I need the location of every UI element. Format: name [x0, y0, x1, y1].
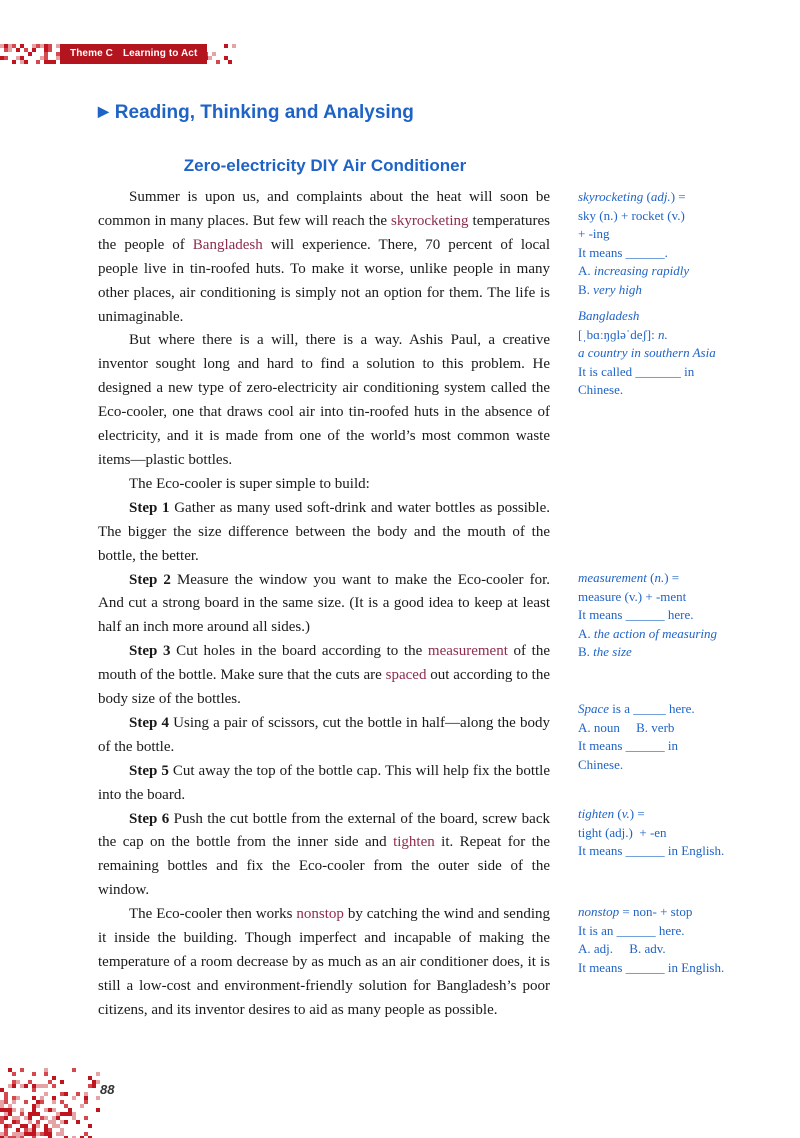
unit-name: Learning to Act — [122, 48, 198, 59]
highlight-bangladesh: Bangladesh — [192, 236, 263, 253]
text-run: of the mouth of the bottle. Make sure that the cuts are — [98, 643, 550, 684]
note-line — [578, 700, 726, 719]
triangle-icon: ▶ — [98, 103, 109, 119]
note-line: measurement (n.) = — [578, 570, 680, 585]
note-pos: n. — [658, 326, 668, 342]
note-line: It is an ______ here. — [578, 922, 685, 938]
note-line: [ˌbɑːŋɡləˈdeʃ]: n. — [578, 326, 668, 342]
paragraph-1 — [98, 186, 550, 329]
note-head: skyrocketing — [578, 189, 644, 204]
note-bangladesh — [578, 307, 726, 400]
text-run: out according to the body size of the bottles. — [98, 667, 551, 708]
note-option-b — [578, 281, 726, 300]
step-label: Step 2 — [129, 571, 171, 588]
option-label: A. — [578, 625, 591, 641]
note-pos: n. — [654, 570, 665, 585]
highlight-tighten: tighten — [393, 834, 435, 851]
section-heading-text: Reading, Thinking and Analysing — [114, 102, 414, 123]
option-a: A. adj. — [578, 941, 614, 957]
paragraph-2: But where there is a will, there is a way. Ashis Paul, a creative inventor sought long and hard to find a solution to this problem. He designed a new type of zero-electricity air conditioning system called the Eco-cooler, one that draws cool air into tin-roofed huts in the absence of electricity, and it is made from one of the world’s most common waste items—plastic bottles. — [98, 332, 550, 468]
note-line: It means ______ in Chinese. — [578, 738, 679, 772]
note-line: tighten (v.) = — [578, 806, 645, 821]
step-text: Measure the window you want to make the Eco-cooler for. And cut a strong board in the same size. (It is a good idea to keep at least half an inch more around all sides.) — [98, 571, 550, 636]
step-text: Cut away the top of the bottle cap. This will help fix the bottle into the board. — [98, 762, 550, 803]
step-text: Using a pair of scissors, cut the bottle in half—along the body of the bottle. — [98, 714, 550, 755]
note-pos: adj. — [650, 189, 671, 204]
option-label: B. — [578, 281, 590, 297]
note-option-a — [578, 625, 726, 644]
note-skyrocketing — [578, 188, 726, 300]
option-b: B. adv. — [629, 941, 666, 957]
highlight-skyrocketing: skyrocketing — [391, 212, 469, 229]
option-text: very high — [593, 281, 642, 297]
note-nonstop — [578, 903, 726, 977]
option-label: B. — [578, 644, 590, 660]
note-head: Space — [578, 701, 610, 716]
article-title: Zero-electricity DIY Air Conditioner — [183, 156, 467, 175]
note-line — [578, 344, 726, 363]
note-tighten — [578, 805, 726, 861]
note-line: It means ______ here. — [578, 607, 694, 623]
highlight-measurement: measurement — [427, 643, 508, 660]
step-label: Step 5 — [129, 762, 169, 779]
note-head: measurement — [578, 570, 647, 585]
step-1 — [98, 497, 550, 569]
step-label: Step 1 — [129, 499, 170, 516]
note-line: It is called _______ in Chinese. — [578, 363, 695, 398]
note-text: = non- + stop — [619, 904, 693, 919]
note-line — [578, 307, 726, 326]
highlight-spaced: spaced — [385, 667, 427, 684]
theme-label — [60, 44, 207, 64]
text-run: Push the cut bottle from the external of the board, screw back the cap on the bottle from the inner side and — [98, 810, 550, 851]
paragraph-3: The Eco-cooler is super simple to build: — [129, 475, 370, 492]
note-option-b — [578, 643, 726, 662]
option-label: A. — [578, 263, 591, 279]
step-4 — [98, 712, 550, 760]
note-line — [578, 903, 726, 922]
note-options: A. noun B. verb — [578, 719, 675, 735]
step-label: Step 3 — [129, 643, 171, 660]
step-text: Gather as many used soft-drink and water bottles as possible. The bigger the size difference between the body and the mouth of the bottle, the better. — [98, 499, 550, 564]
note-gloss: a country in southern Asia — [578, 345, 716, 361]
step-label: Step 6 — [129, 810, 170, 827]
text-run: by catching the wind and sending it inside the building. Though imperfect and incapable of making the temperature of a room decrease by as much as an air conditioner does, it is still a low-cost and environment-friendly solution for Bangladesh’s poor citizens, and its inventor desires to aid as many people as possible. — [98, 906, 550, 1018]
paragraph-last — [98, 903, 550, 1023]
note-line: + -ing — [578, 226, 610, 242]
note-text: is a _____ here. — [609, 701, 695, 716]
option-text: increasing rapidly — [593, 263, 690, 279]
note-line: skyrocketing (adj.) = — [578, 189, 686, 204]
text-run: Cut holes in the board according to the — [170, 643, 428, 660]
page-number: 88 — [100, 1082, 115, 1097]
step-6 — [98, 808, 550, 904]
article-body — [98, 186, 550, 1023]
note-head: nonstop — [578, 904, 620, 919]
highlight-nonstop: nonstop — [296, 906, 344, 923]
corner-pixel-pattern — [0, 1068, 100, 1138]
step-2 — [98, 569, 550, 641]
note-options — [578, 940, 726, 959]
note-line: tight (adj.) + -en — [578, 824, 667, 840]
note-option-a — [578, 262, 726, 281]
note-pos: v. — [621, 806, 630, 821]
text-run: Summer is upon us, and complaints about the heat will soon be common in many places. But few will reach the — [98, 189, 550, 229]
note-line: It means ______. — [578, 244, 668, 260]
section-heading — [98, 102, 414, 124]
option-text: the action of measuring — [593, 625, 718, 641]
option-text: the size — [593, 644, 632, 660]
note-line: measure (v.) + -ment — [578, 588, 687, 604]
note-space — [578, 700, 726, 774]
text-run: temperatures the people of — [98, 212, 550, 253]
text-run: will experience. There, 70 percent of local people live in tin-roofed huts. To make it worse, unlike people in many other places, air conditioning is simply not an option for them. The life is unimaginable. — [98, 236, 550, 325]
note-head: tighten — [578, 806, 615, 821]
text-run: it. Repeat for the remaining bottles and fix the Eco-cooler from the outer side of the window. — [98, 834, 551, 899]
note-measurement — [578, 569, 726, 662]
note-line: It means ______ in English. — [578, 843, 725, 859]
step-label: Step 4 — [129, 714, 169, 731]
theme-name: Theme C — [70, 48, 113, 59]
note-head: Bangladesh — [578, 308, 640, 323]
note-line: It means ______ in English. — [578, 959, 725, 975]
step-5 — [98, 760, 550, 808]
note-phonetic: [ˌbɑːŋɡləˈdeʃ] — [578, 326, 652, 342]
note-line: sky (n.) + rocket (v.) — [578, 207, 685, 223]
step-3 — [98, 640, 550, 712]
text-run: The Eco-cooler then works — [129, 906, 297, 923]
